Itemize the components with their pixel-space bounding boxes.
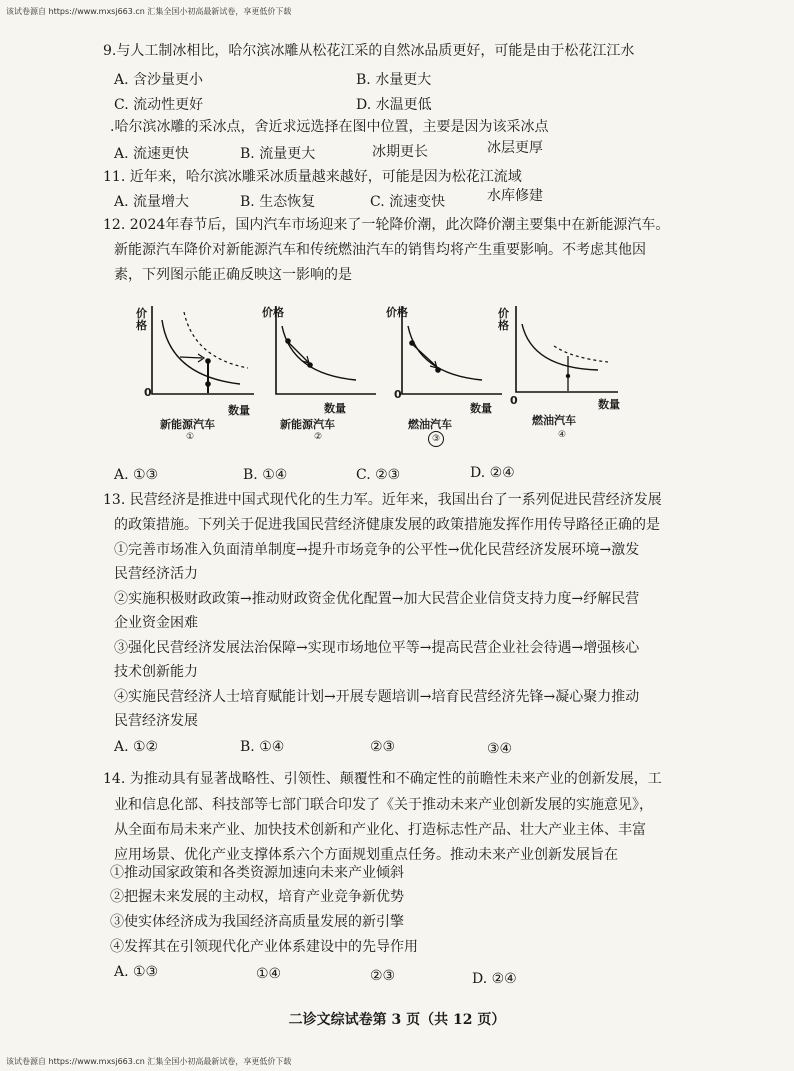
q13-item-1-line2: 民营经济活力 <box>114 566 198 582</box>
q10-option-c: 冰期更长 <box>372 144 428 160</box>
q14-stem-line4: 应用场景、优化产业支撑体系六个方面规划重点任务。推动未来产业创新发展旨在 <box>114 847 618 863</box>
q11-option-c: C. 流速变快 <box>370 194 446 210</box>
graph-2-caption: 新能源汽车 <box>280 418 335 431</box>
q9-option-a: A. 含沙量更小 <box>114 72 204 88</box>
q14-option-a: A. ①③ <box>114 964 159 980</box>
graph-2-axes <box>276 306 376 394</box>
graph-3-axes <box>402 306 502 394</box>
q9-option-c: C. 流动性更好 <box>114 97 204 113</box>
graph-2-arrow <box>288 342 308 362</box>
page-footer: 二诊文综试卷第 3 页（共 12 页） <box>288 1012 506 1028</box>
q14-stem-line1: 14. 为推动具有显著战略性、引领性、颠覆性和不确定性的前瞻性未来产业的创新发展，工 <box>103 771 662 787</box>
graph-1-point-b <box>205 381 211 387</box>
q11-option-a: A. 流量增大 <box>114 194 190 210</box>
graph-4 <box>498 298 632 448</box>
q14-item-4: ④发挥其在引领现代化产业体系建设中的先导作用 <box>110 939 418 955</box>
graph-3-arrow <box>412 344 436 366</box>
graph-1-axes <box>152 306 254 394</box>
graph-1-number: ① <box>186 432 195 442</box>
graph-2-demand-curve <box>282 326 356 380</box>
q9-option-b: B. 水量更大 <box>356 72 432 88</box>
watermark-top: 该试卷源自 https://www.mxsj663.cn 汇集全国小初高最新试卷，享更低价下载 <box>6 7 292 16</box>
q14-stem-line2: 业和信息化部、科技部等七部门联合印发了《关于推动未来产业创新发展的实施意见》， <box>114 797 653 813</box>
q12-option-a: A. ①③ <box>114 467 159 483</box>
q14-option-c: ②③ <box>370 968 396 984</box>
q13-item-1-line1: ①完善市场准入负面清单制度→提升市场竞争的公平性→优化民营经济发展环境→激发 <box>114 542 640 558</box>
q13-option-c: ②③ <box>370 739 396 755</box>
graph-4-ylabel: 价格 <box>498 307 509 332</box>
graph-4-demand-curve <box>522 324 598 370</box>
q14-option-b: ①④ <box>256 966 282 982</box>
graph-3 <box>384 298 504 448</box>
q14-stem-line3: 从全面布局未来产业、加快技术创新和产业化、打造标志性产品、壮大产业主体、丰富 <box>114 822 646 838</box>
q13-option-a: A. ①② <box>114 739 159 755</box>
q9-stem: 9.与人工制冰相比，哈尔滨冰雕从松花江采的自然冰品质更好，可能是由于松花江江水 <box>103 43 635 59</box>
graph-2-point-b <box>307 362 313 368</box>
q12-stem-line3: 素，下列图示能正确反映这一影响的是 <box>114 267 352 283</box>
q13-option-b: B. ①④ <box>240 739 285 755</box>
graph-2 <box>258 298 378 448</box>
graph-3-number: ③ <box>428 431 444 447</box>
q10-option-d: 冰层更厚 <box>487 140 543 156</box>
q13-item-4-line1: ④实施民营经济人士培育赋能计划→开展专题培训→培育民营经济先锋→凝心聚力推动 <box>114 689 640 705</box>
graph-1-caption: 新能源汽车 <box>160 418 215 431</box>
graph-3-ylabel: 价格 <box>386 306 408 319</box>
graph-2-point-a <box>285 338 291 344</box>
graph-4-number: ④ <box>558 430 567 440</box>
graph-2-number: ② <box>314 432 323 442</box>
graph-3-point-a <box>409 340 415 346</box>
q12-stem-line2: 新能源汽车降价对新能源汽车和传统燃油汽车的销售均将产生重要影响。不考虑其他因 <box>114 242 646 258</box>
graph-3-origin: 0 <box>394 388 402 401</box>
q12-stem-line1: 12. 2024年春节后，国内汽车市场迎来了一轮降价潮，此次降价潮主要集中在新能源汽车。 <box>103 217 670 233</box>
graph-1-xlabel: 数量 <box>228 404 250 417</box>
q13-item-3-line1: ③强化民营经济发展法治保障→实现市场地位平等→提高民营企业社会待遇→增强核心 <box>114 640 640 656</box>
graph-3-point-b <box>435 367 441 373</box>
graph-1 <box>136 298 256 448</box>
q12-option-d: D. ②④ <box>470 465 515 481</box>
graph-2-xlabel: 数量 <box>324 402 346 415</box>
q9-option-d: D. 水温更低 <box>356 97 432 113</box>
q10-stem: .哈尔滨冰雕的采冰点，舍近求远选择在图中位置，主要是因为该采冰点 <box>110 119 549 135</box>
graph-4-origin: 0 <box>510 394 518 407</box>
graph-1-demand-curve <box>162 320 240 384</box>
q12-option-c: C. ②③ <box>356 467 401 483</box>
graph-3-xlabel: 数量 <box>470 402 492 415</box>
graph-1-plot <box>136 298 256 408</box>
graph-2-ylabel: 价格 <box>262 306 284 319</box>
graph-4-axes <box>516 306 618 392</box>
q10-option-a: A. 流速更快 <box>114 146 190 162</box>
q13-item-3-line2: 技术创新能力 <box>114 664 198 680</box>
graph-4-plot <box>502 298 632 408</box>
q13-item-4-line2: 民营经济发展 <box>114 713 198 729</box>
q11-option-b: B. 生态恢复 <box>240 194 316 210</box>
q13-item-2-line2: 企业资金困难 <box>114 615 198 631</box>
graph-4-shifted-curve <box>554 346 608 362</box>
graph-1-ylabel: 价格 <box>136 307 147 332</box>
q12-option-b: B. ①④ <box>243 467 288 483</box>
q14-item-1: ①推动国家政策和各类资源加速向未来产业倾斜 <box>110 865 404 881</box>
graph-1-origin: 0 <box>144 386 152 399</box>
graph-4-xlabel: 数量 <box>598 398 620 411</box>
graph-1-arrow <box>180 357 202 358</box>
q11-stem: 11. 近年来，哈尔滨冰雕采冰质量越来越好，可能是因为松花江流域 <box>103 169 522 185</box>
q11-option-d: 水库修建 <box>487 188 543 204</box>
q13-item-2-line1: ②实施积极财政政策→推动财政资金优化配置→加大民营企业信贷支持力度→纾解民营 <box>114 591 640 607</box>
graph-3-caption: 燃油汽车 <box>408 418 452 431</box>
q13-stem-line2: 的政策措施。下列关于促进我国民营经济健康发展的政策措施发挥作用传导路径正确的是 <box>114 517 660 533</box>
graph-4-point <box>566 374 570 378</box>
q14-item-2: ②把握未来发展的主动权，培育产业竞争新优势 <box>110 889 404 905</box>
graph-1-point-a <box>205 358 211 364</box>
graph-3-demand-curve <box>408 326 482 380</box>
watermark-bottom: 该试卷源自 https://www.mxsj663.cn 汇集全国小初高最新试卷，享更低价下载 <box>6 1057 292 1066</box>
q10-option-b: B. 流量更大 <box>240 146 316 162</box>
q13-stem-line1: 13. 民营经济是推进中国式现代化的生力军。近年来，我国出台了一系列促进民营经济发展 <box>103 492 662 508</box>
q14-item-3: ③使实体经济成为我国经济高质量发展的新引擎 <box>110 914 404 930</box>
q13-option-d: ③④ <box>487 741 513 757</box>
graph-1-shifted-curve <box>184 312 248 368</box>
q14-option-d: D. ②④ <box>472 971 517 987</box>
graph-4-caption: 燃油汽车 <box>532 414 576 427</box>
